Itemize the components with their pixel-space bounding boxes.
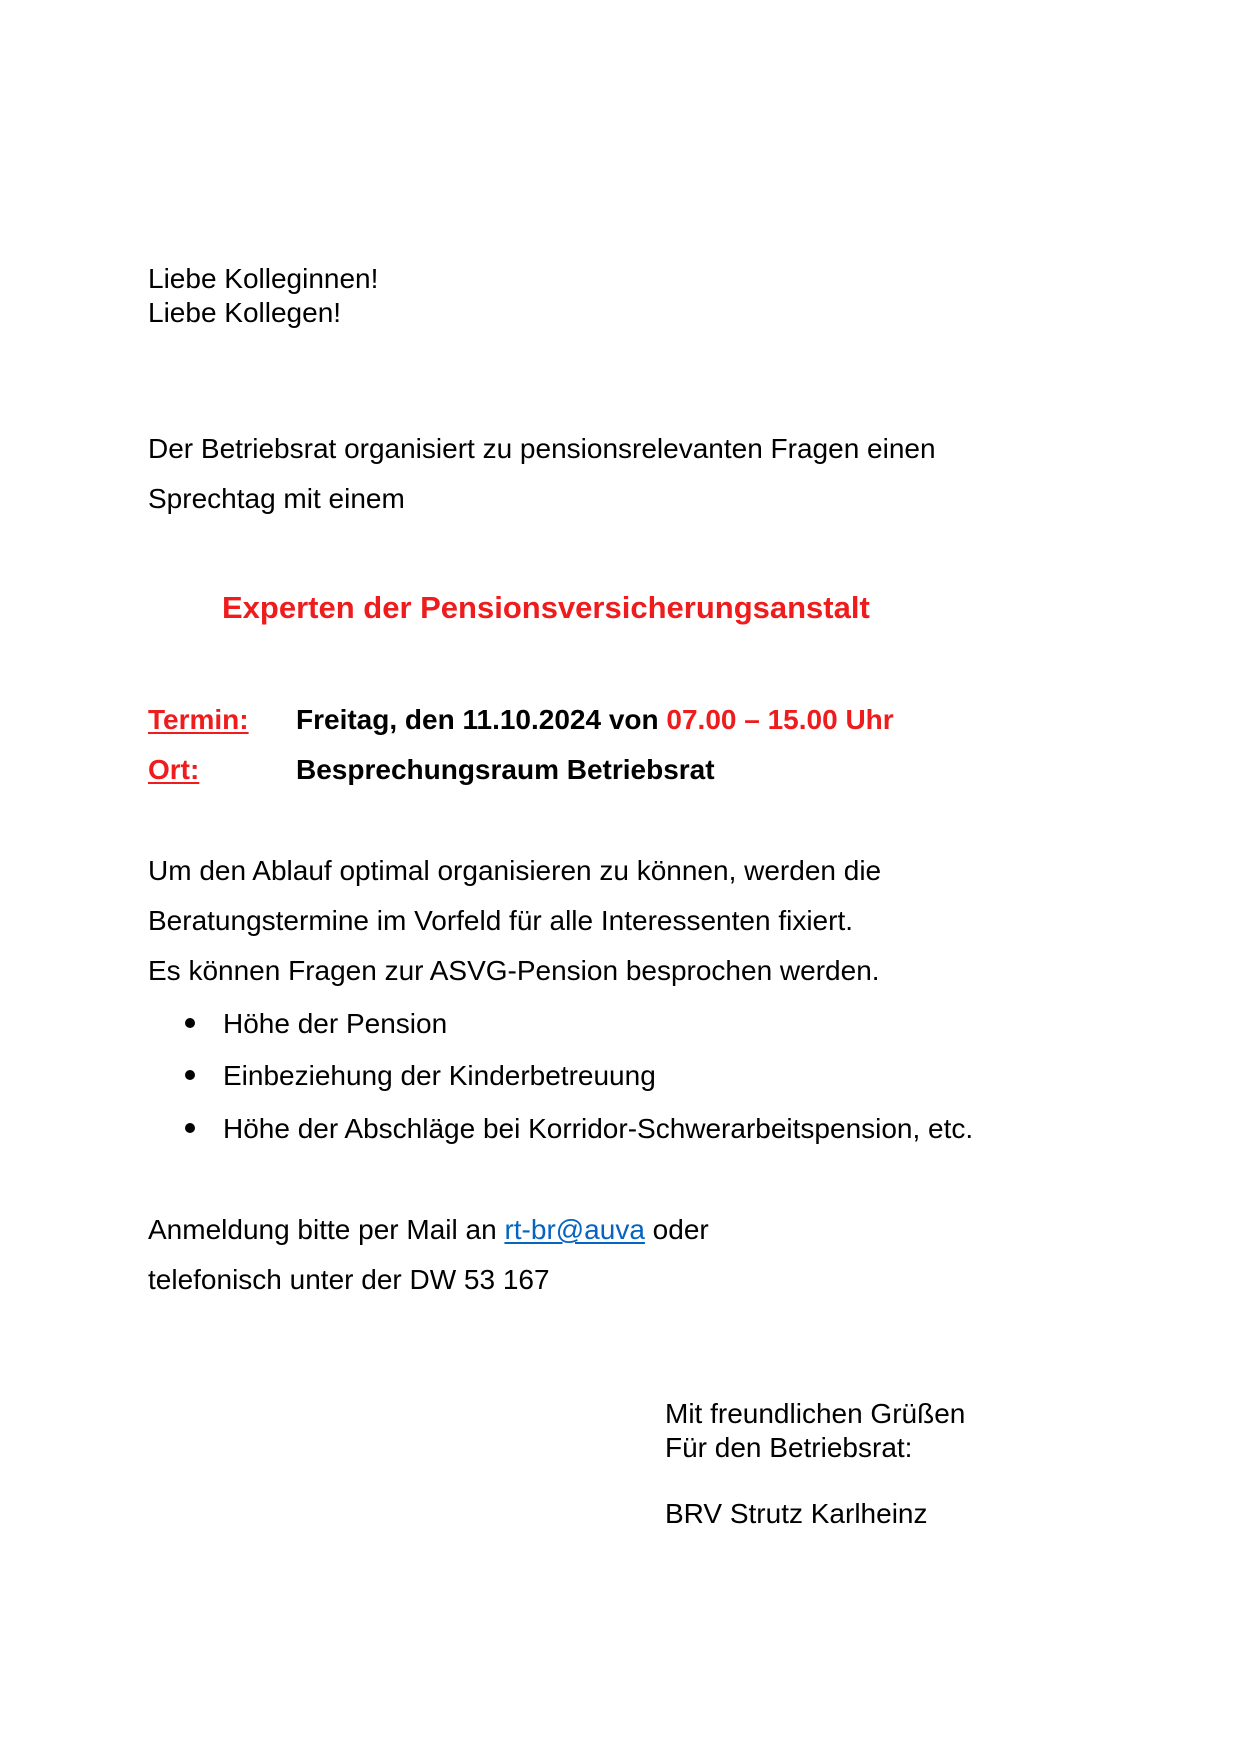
list-item-text: Höhe der Pension [223,1008,448,1039]
intro-line-2: Sprechtag mit einem [148,483,405,514]
registration-line-2: telefonisch unter der DW 53 167 [148,1264,550,1295]
body-line-3: Es können Fragen zur ASVG-Pension besprochen werden. [148,955,880,986]
email-link[interactable]: rt-br@auva [504,1214,645,1245]
closing-line-1: Mit freundlichen Grüßen [665,1398,966,1429]
registration-prefix: Anmeldung bitte per Mail an [148,1214,505,1245]
list-item [185,1059,656,1093]
intro-line-1: Der Betriebsrat organisiert zu pensionsrelevanten Fragen einen [148,433,936,464]
bullet-icon [185,1070,195,1080]
list-item-text: Einbeziehung der Kinderbetreuung [223,1060,656,1091]
expert-heading: Experten der Pensionsversicherungsanstalt [222,590,870,625]
registration-suffix: oder [644,1214,709,1245]
closing-line-2: Für den Betriebsrat: [665,1432,913,1463]
termin-date: Freitag, den 11.10.2024 von [296,704,667,735]
bullet-icon [185,1018,195,1028]
signature: BRV Strutz Karlheinz [665,1498,928,1529]
greeting-line-1: Liebe Kolleginnen! [148,263,379,294]
termin-value [296,703,894,737]
ort-value: Besprechungsraum Betriebsrat [296,754,715,785]
registration-line-1 [148,1213,709,1247]
list-item-text: Höhe der Abschläge bei Korridor-Schwerarbeitspension, etc. [223,1113,974,1144]
bullet-icon [185,1123,195,1133]
greeting-line-2: Liebe Kollegen! [148,297,342,328]
body-line-1: Um den Ablauf optimal organisieren zu können, werden die [148,855,882,886]
body-line-2: Beratungstermine im Vorfeld für alle Interessenten fixiert. [148,905,854,936]
termin-time: 07.00 – 15.00 Uhr [666,704,894,735]
list-item [185,1007,447,1041]
list-item [185,1112,973,1146]
ort-label: Ort: [148,754,200,785]
termin-label: Termin: [148,704,249,735]
